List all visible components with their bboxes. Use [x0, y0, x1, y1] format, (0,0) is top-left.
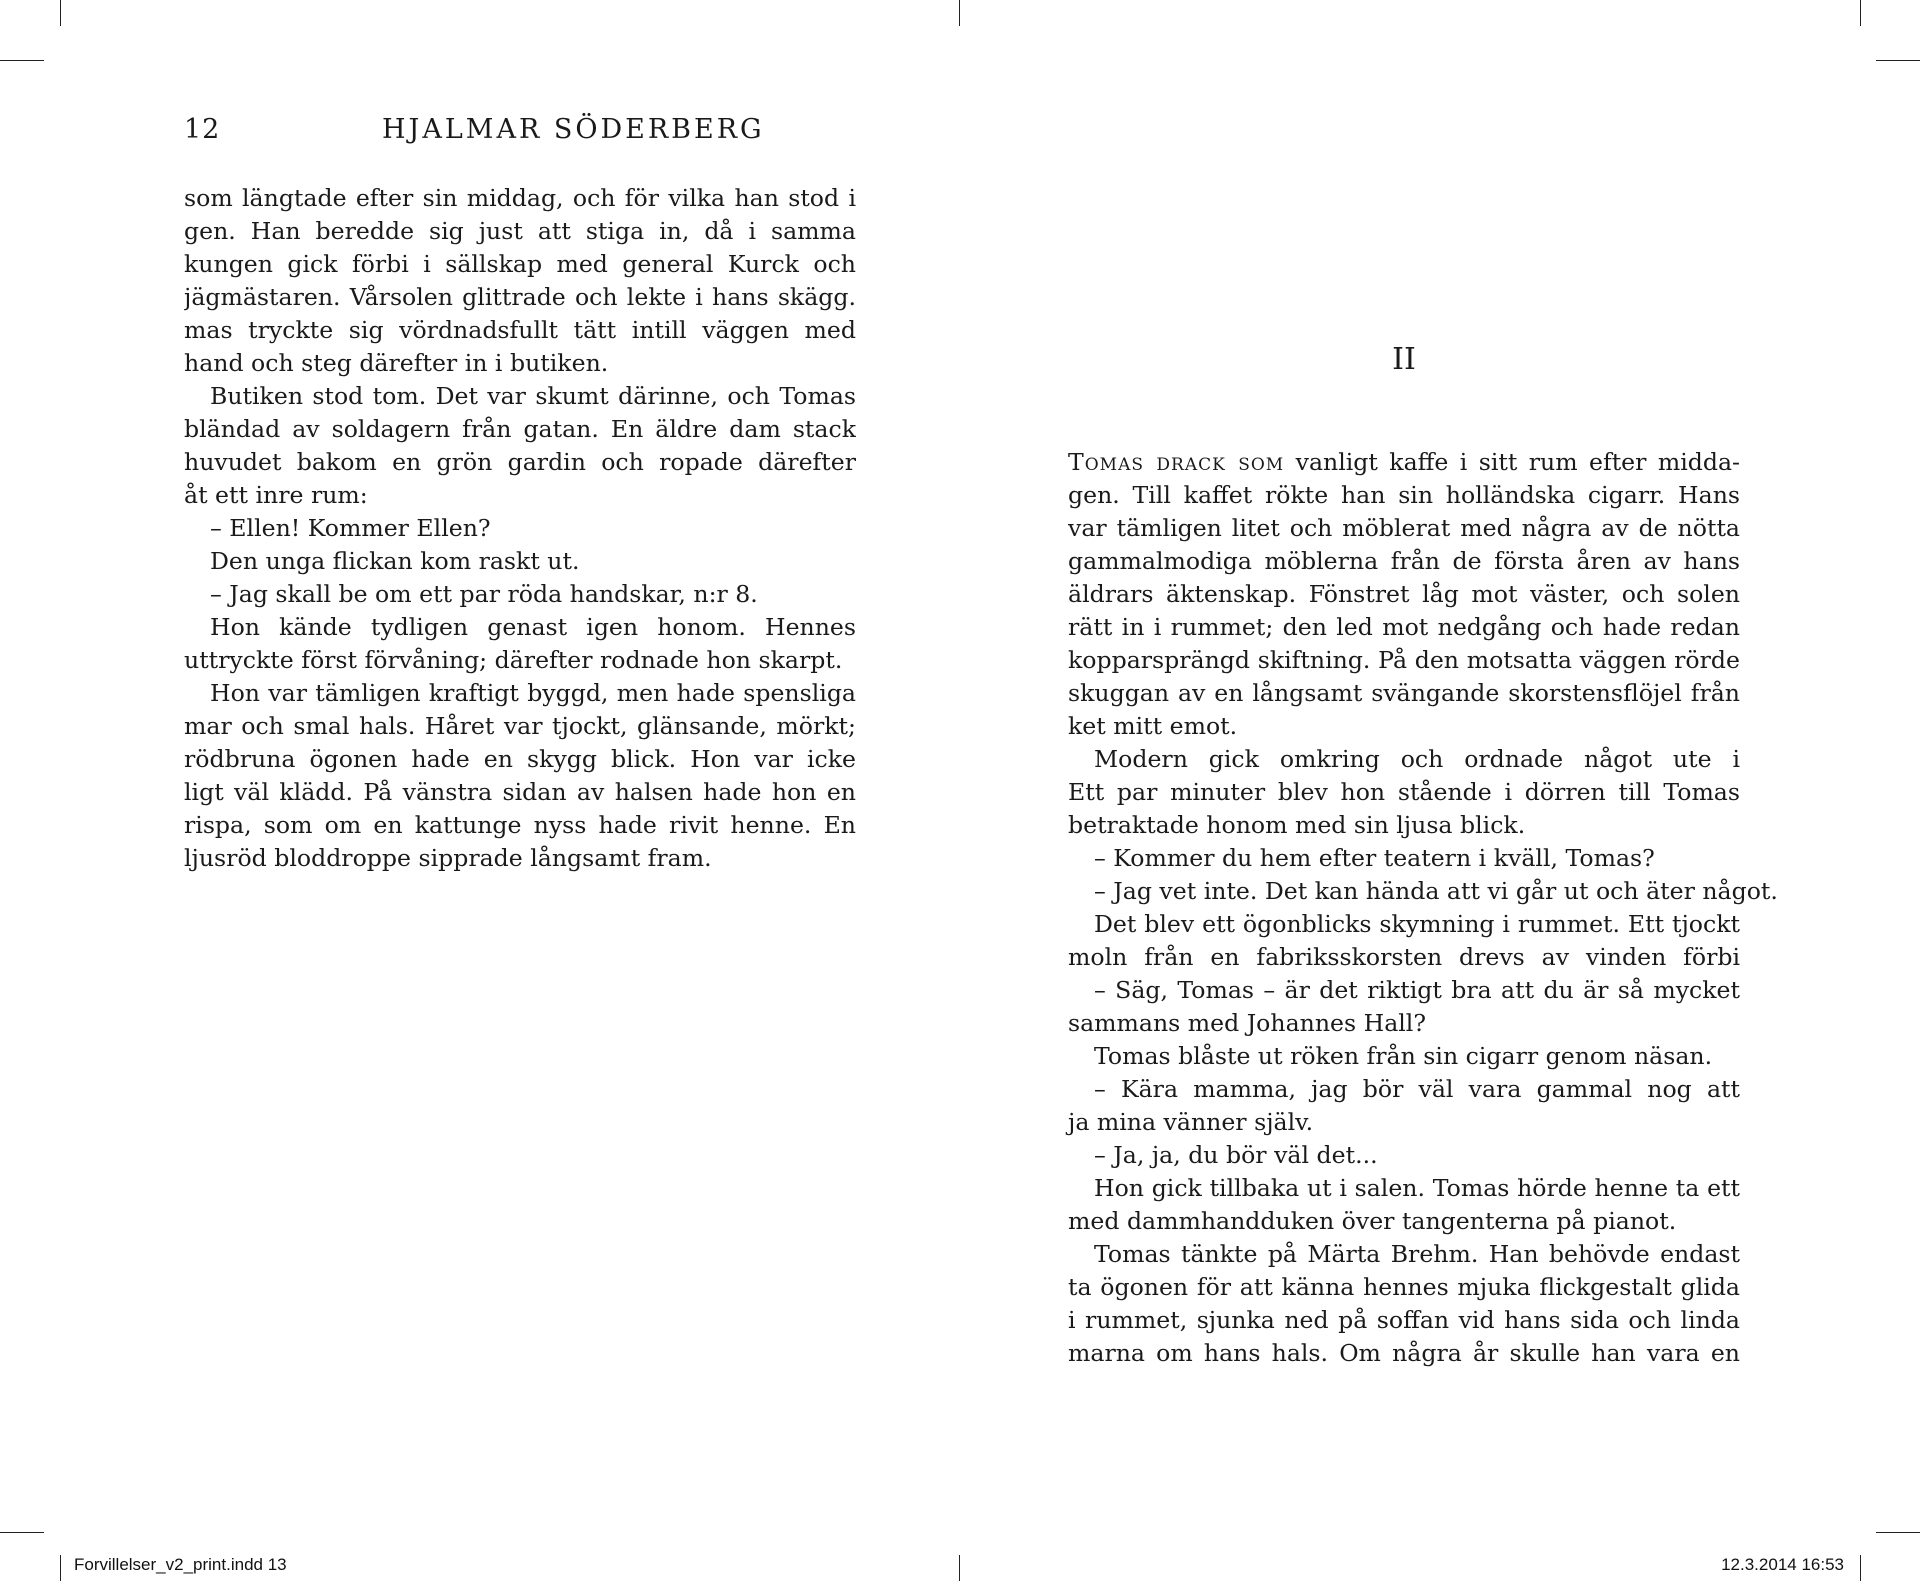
text-line: äldrars äktenskap. Fönstret låg mot väster, och solen — [1068, 580, 1740, 608]
text-line: åt ett inre rum: — [184, 481, 368, 509]
text-line: Tomas blåste ut röken från sin cigarr genom näsan. — [1094, 1042, 1713, 1070]
text-line: kopparsprängd skiftning. På den motsatta väggen rörde — [1068, 646, 1740, 674]
text-line: moln från en fabriksskorsten drevs av vinden förbi — [1068, 943, 1740, 971]
text-line: Tomas tänkte på Märta Brehm. Han behövde endast — [1094, 1240, 1740, 1268]
text-line: bländad av soldagern från gatan. En äldre dam stack — [184, 415, 856, 443]
text-line: mar och smal hals. Håret var tjockt, glänsande, mörkt; — [184, 712, 856, 740]
text-line: hand och steg därefter in i butiken. — [184, 349, 609, 377]
text-line: Modern gick omkring och ordnade något ute i — [1094, 745, 1740, 773]
text-line: Hon kände tydligen genast igen honom. Hennes — [210, 613, 856, 641]
text-line: – Ellen! Kommer Ellen? — [210, 514, 491, 542]
text-line: skuggan av en långsamt svängande skorstensflöjel från — [1068, 679, 1740, 707]
text-line: betraktade honom med sin ljusa blick. — [1068, 811, 1526, 839]
right-page-text — [1068, 446, 1778, 1370]
text-line: var tämligen litet och möblerat med några av de nötta — [1068, 514, 1740, 542]
text-line: ljusröd bloddroppe sipprade långsamt fram. — [184, 844, 712, 872]
text-line: i rummet, sjunka ned på soffan vid hans sida och linda — [1068, 1306, 1740, 1334]
text-line: jägmästaren. Vårsolen glittrade och lekte i hans skägg. — [184, 283, 856, 311]
crop-mark — [1876, 60, 1920, 61]
text-line: uttryckte först förvåning; därefter rodnade hon skarpt. — [184, 646, 843, 674]
crop-mark — [959, 0, 960, 26]
text-line: – Jag skall be om ett par röda handskar, n:r 8. — [210, 580, 758, 608]
text-line: Ett par minuter blev hon stående i dörren till Tomas — [1068, 778, 1740, 806]
text-line: Det blev ett ögonblicks skymning i rummet. Ett tjockt — [1094, 910, 1740, 938]
page-number: 12 — [184, 114, 221, 145]
crop-mark — [0, 60, 44, 61]
text-line: ligt väl klädd. På vänstra sidan av halsen hade hon en — [184, 778, 856, 806]
crop-mark — [1860, 1555, 1861, 1581]
text-line: Hon gick tillbaka ut i salen. Tomas hörde henne ta ett — [1094, 1174, 1740, 1202]
text-line: ta ögonen för att känna hennes mjuka flickgestalt glida — [1068, 1273, 1740, 1301]
text-line: ja mina vänner själv. — [1068, 1108, 1314, 1136]
chapter-heading: II — [1392, 342, 1416, 377]
crop-mark — [0, 1532, 44, 1533]
text-line: ket mitt emot. — [1068, 712, 1238, 740]
text-line: gammalmodiga möblerna från de första åren av hans — [1068, 547, 1740, 575]
text-line: – Ja, ja, du bör väl det... — [1094, 1141, 1378, 1169]
text-line: – Jag vet inte. Det kan hända att vi går ut och äter något. — [1094, 877, 1778, 905]
text-line: rödbruna ögonen hade en skygg blick. Hon var icke — [184, 745, 856, 773]
text-line: kungen gick förbi i sällskap med general Kurck och — [184, 250, 856, 278]
text-line: rispa, som om en kattunge nyss hade rivit henne. En — [184, 811, 856, 839]
text-line: gen. Han beredde sig just att stiga in, då i samma — [184, 217, 856, 245]
crop-mark — [60, 1555, 61, 1581]
crop-mark — [1860, 0, 1861, 26]
text-line: marna om hans hals. Om några år skulle han vara en — [1068, 1339, 1740, 1367]
text-line: Den unga flickan kom raskt ut. — [210, 547, 580, 575]
text-line: mas tryckte sig vördnadsfullt tätt intill väggen med — [184, 316, 856, 344]
text-line: gen. Till kaffet rökte han sin holländska cigarr. Hans — [1068, 481, 1740, 509]
opening-rest: vanligt kaffe i sitt rum efter midda- — [1284, 448, 1740, 476]
opening-smallcaps: Tomas drack som — [1068, 448, 1285, 476]
print-slug-file: Forvillelser_v2_print.indd 13 — [74, 1555, 287, 1574]
text-line: med dammhandduken över tangenterna på pianot. — [1068, 1207, 1677, 1235]
text-line — [1068, 446, 1740, 479]
print-slug-datetime: 12.3.2014 16:53 — [1721, 1555, 1844, 1574]
text-line: – Kära mamma, jag bör väl vara gammal nog att — [1094, 1075, 1740, 1103]
text-line: sammans med Johannes Hall? — [1068, 1009, 1426, 1037]
text-line: Butiken stod tom. Det var skumt därinne, och Tomas — [210, 382, 856, 410]
left-page-text — [184, 182, 856, 875]
text-line: rätt in i rummet; den led mot nedgång och hade redan — [1068, 613, 1740, 641]
text-line: som längtade efter sin middag, och för vilka han stod i — [184, 184, 856, 212]
text-line: – Kommer du hem efter teatern i kväll, Tomas? — [1094, 844, 1655, 872]
text-line: – Säg, Tomas – är det riktigt bra att du är så mycket — [1094, 976, 1740, 1004]
running-head-author: HJALMAR SÖDERBERG — [382, 114, 765, 145]
crop-mark — [1876, 1532, 1920, 1533]
text-line: huvudet bakom en grön gardin och ropade därefter — [184, 448, 856, 476]
crop-mark — [959, 1555, 960, 1581]
text-line: Hon var tämligen kraftigt byggd, men hade spensliga — [210, 679, 856, 707]
crop-mark — [60, 0, 61, 26]
